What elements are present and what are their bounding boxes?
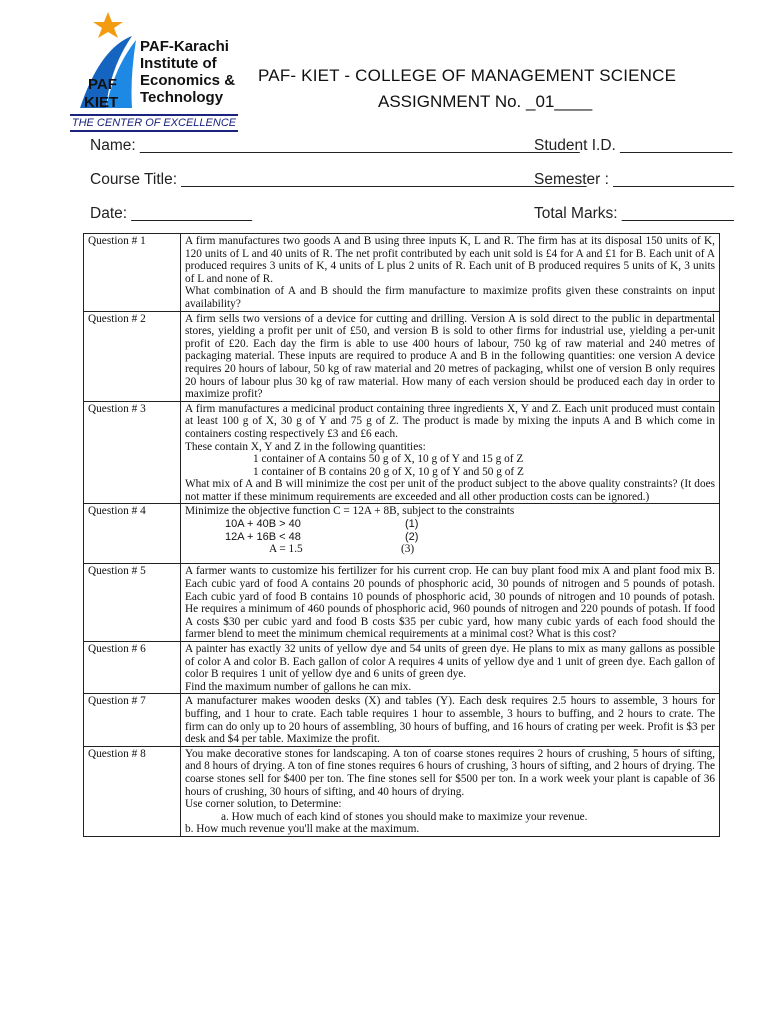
question-text: A painter has exactly 32 units of yellow dye and 54 units of green dye. He plans to mix as many gallons as possible of color A and color B. Each gallon of color A requires 4 units of yellow dye and 1 unit of green dye. Each gallon of color B requires 1 unit of yellow dye and 6 units of green dye. Find the maximum number of gallons he can mix. [181,642,720,694]
table-row [84,401,720,504]
question-text: A manufacturer makes wooden desks (X) and tables (Y). Each desk requires 2.5 hours to assemble, 3 hours for buffing, and 1 hour to crate. Each table requires 1 hour to assemble, 3 hours to buffing, and 2 hours to crate. The firm can do only up to 20 hours of assembling, 30 hours of buffing, and 16 hours of crating per week. Profit is $3 per desk and $4 per table. Maximize the profit. [181,694,720,746]
assignment-number: ASSIGNMENT No. _01____ [378,92,593,111]
table-row [84,311,720,401]
question-label: Question # 7 [84,694,181,746]
logo-institute-name [140,38,235,106]
logo-line: Economics & [140,72,236,89]
question-label: Question # 2 [84,311,181,401]
question-text: Minimize the objective function C = 12A + 8B, subject to the constraints 10A + 40B > 40 (1) 12A + 16B < 48 (2) A = 1.5 (3) [181,504,720,564]
table-row [84,504,720,564]
student-id-field: Student I.D. _____________ [534,137,733,154]
logo-tagline: THE CENTER OF EXCELLENCE [70,114,238,132]
name-field: Name: ___________________________________________________ [90,137,580,154]
question-label: Question # 5 [84,564,181,642]
logo-line: PAF-Karachi [140,38,229,55]
date-field: Date: ______________ [90,205,253,222]
total-marks-field: Total Marks: _____________ [534,205,734,222]
question-text: You make decorative stones for landscaping. A ton of coarse stones requires 2 hours of crushing, 5 hours of sifting, and 8 hours of drying. A ton of fine stones requires 6 hours of crushing, 3 hours of sifting, and 2 hours of drying. The coarse stones sell for $400 per ton. The fine stones sell for $500 per ton. In a work week your plant is capable of 36 hours of crushing, 30 hours of sifting, and 40 hours of drying. Use corner solution, to Determine: a. How much of each kind of stones you should make to maximize your revenue. b. How much revenue you'll make at the maximum. [181,746,720,836]
table-row [84,564,720,642]
logo-line: Institute of [140,55,217,72]
table-row [84,642,720,694]
table-row [84,234,720,312]
course-title-field: Course Title: _______________________________________________ [90,171,587,188]
questions-table [83,233,720,837]
table-row [84,694,720,746]
table-row [84,746,720,836]
logo-paf: PAF [88,76,117,93]
question-text: A firm sells two versions of a device for cutting and drilling. Version A is sold direct to the public in departmental stores, yielding a profit per unit of £50, and version B is sold to other firms for industrial use, yielding a per-unit profit of £20. Each day the firm is able to use 400 hours of labour, 750 kg of raw material and 240 metres of packaging material. These inputs are required to produce A and B in the following quantities: one version A device requires 20 hours of labour, 50 kg of raw material and 20 metres of packaging, whilst one of version B only requires 20 hours of labour plus 30 kg of raw material. How many of each version should be produced each day in order to maximize profit? [181,311,720,401]
question-label: Question # 6 [84,642,181,694]
star-icon [93,12,123,38]
semester-field: Semester : ______________ [534,171,734,188]
question-text: A farmer wants to customize his fertilizer for his current crop. He can buy plant food mix A and plant food mix B. Each cubic yard of food A contains 20 pounds of phosphoric acid, 30 pounds of nitrogen and 5 pounds of potash. Each cubic yard of food B contains 10 pounds of phosphoric acid, 30 pounds of nitrogen and 10 pounds of potash. He requires a minimum of 460 pounds of phosphoric acid, 960 pounds of nitrogen and 220 pounds of potash. If food A costs $30 per cubic yard and food B costs $35 per cubic yard, how many cubic yards of each food should the farmer blend to meet the minimum chemical requirements at a minimal cost? What is this cost? [181,564,720,642]
question-label: Question # 3 [84,401,181,504]
logo-line: Technology [140,89,224,106]
question-label: Question # 1 [84,234,181,312]
question-text: A firm manufactures two goods A and B using three inputs K, L and R. The firm has at its disposal 150 units of K, 120 units of L and 40 units of R. The net profit contributed by each unit sold is £4 for A and £1 for B. Each unit of A produced requires 3 units of K, 4 units of L plus 2 units of R. Each unit of B produced requires 5 units of K, 3 units of L and none of R. What combination of A and B should the firm manufacture to maximize profits given these constraints on input availability? [181,234,720,312]
question-label: Question # 8 [84,746,181,836]
question-text: A firm manufactures a medicinal product containing three ingredients X, Y and Z. Each unit produced must contain at least 100 g of X, 30 g of Y and 75 g of Z. The product is made by mixing the inputs A and B which come in containers costing respectively £3 and £6 each. These contain X, Y and Z in the following quantities: 1 container of A contains 50 g of X, 10 g of Y and 15 g of Z 1 container of B contains 20 g of X, 10 g of Y and 50 g of Z What mix of A and B will minimize the cost per unit of the product subject to the above quality constraints? (It does not matter if these minimum requirements are exceeded and all other production costs can be ignored.) [181,401,720,504]
college-title: PAF- KIET - COLLEGE OF MANAGEMENT SCIENCE [258,66,677,85]
question-label: Question # 4 [84,504,181,564]
logo-kiet: KIET [84,94,119,111]
